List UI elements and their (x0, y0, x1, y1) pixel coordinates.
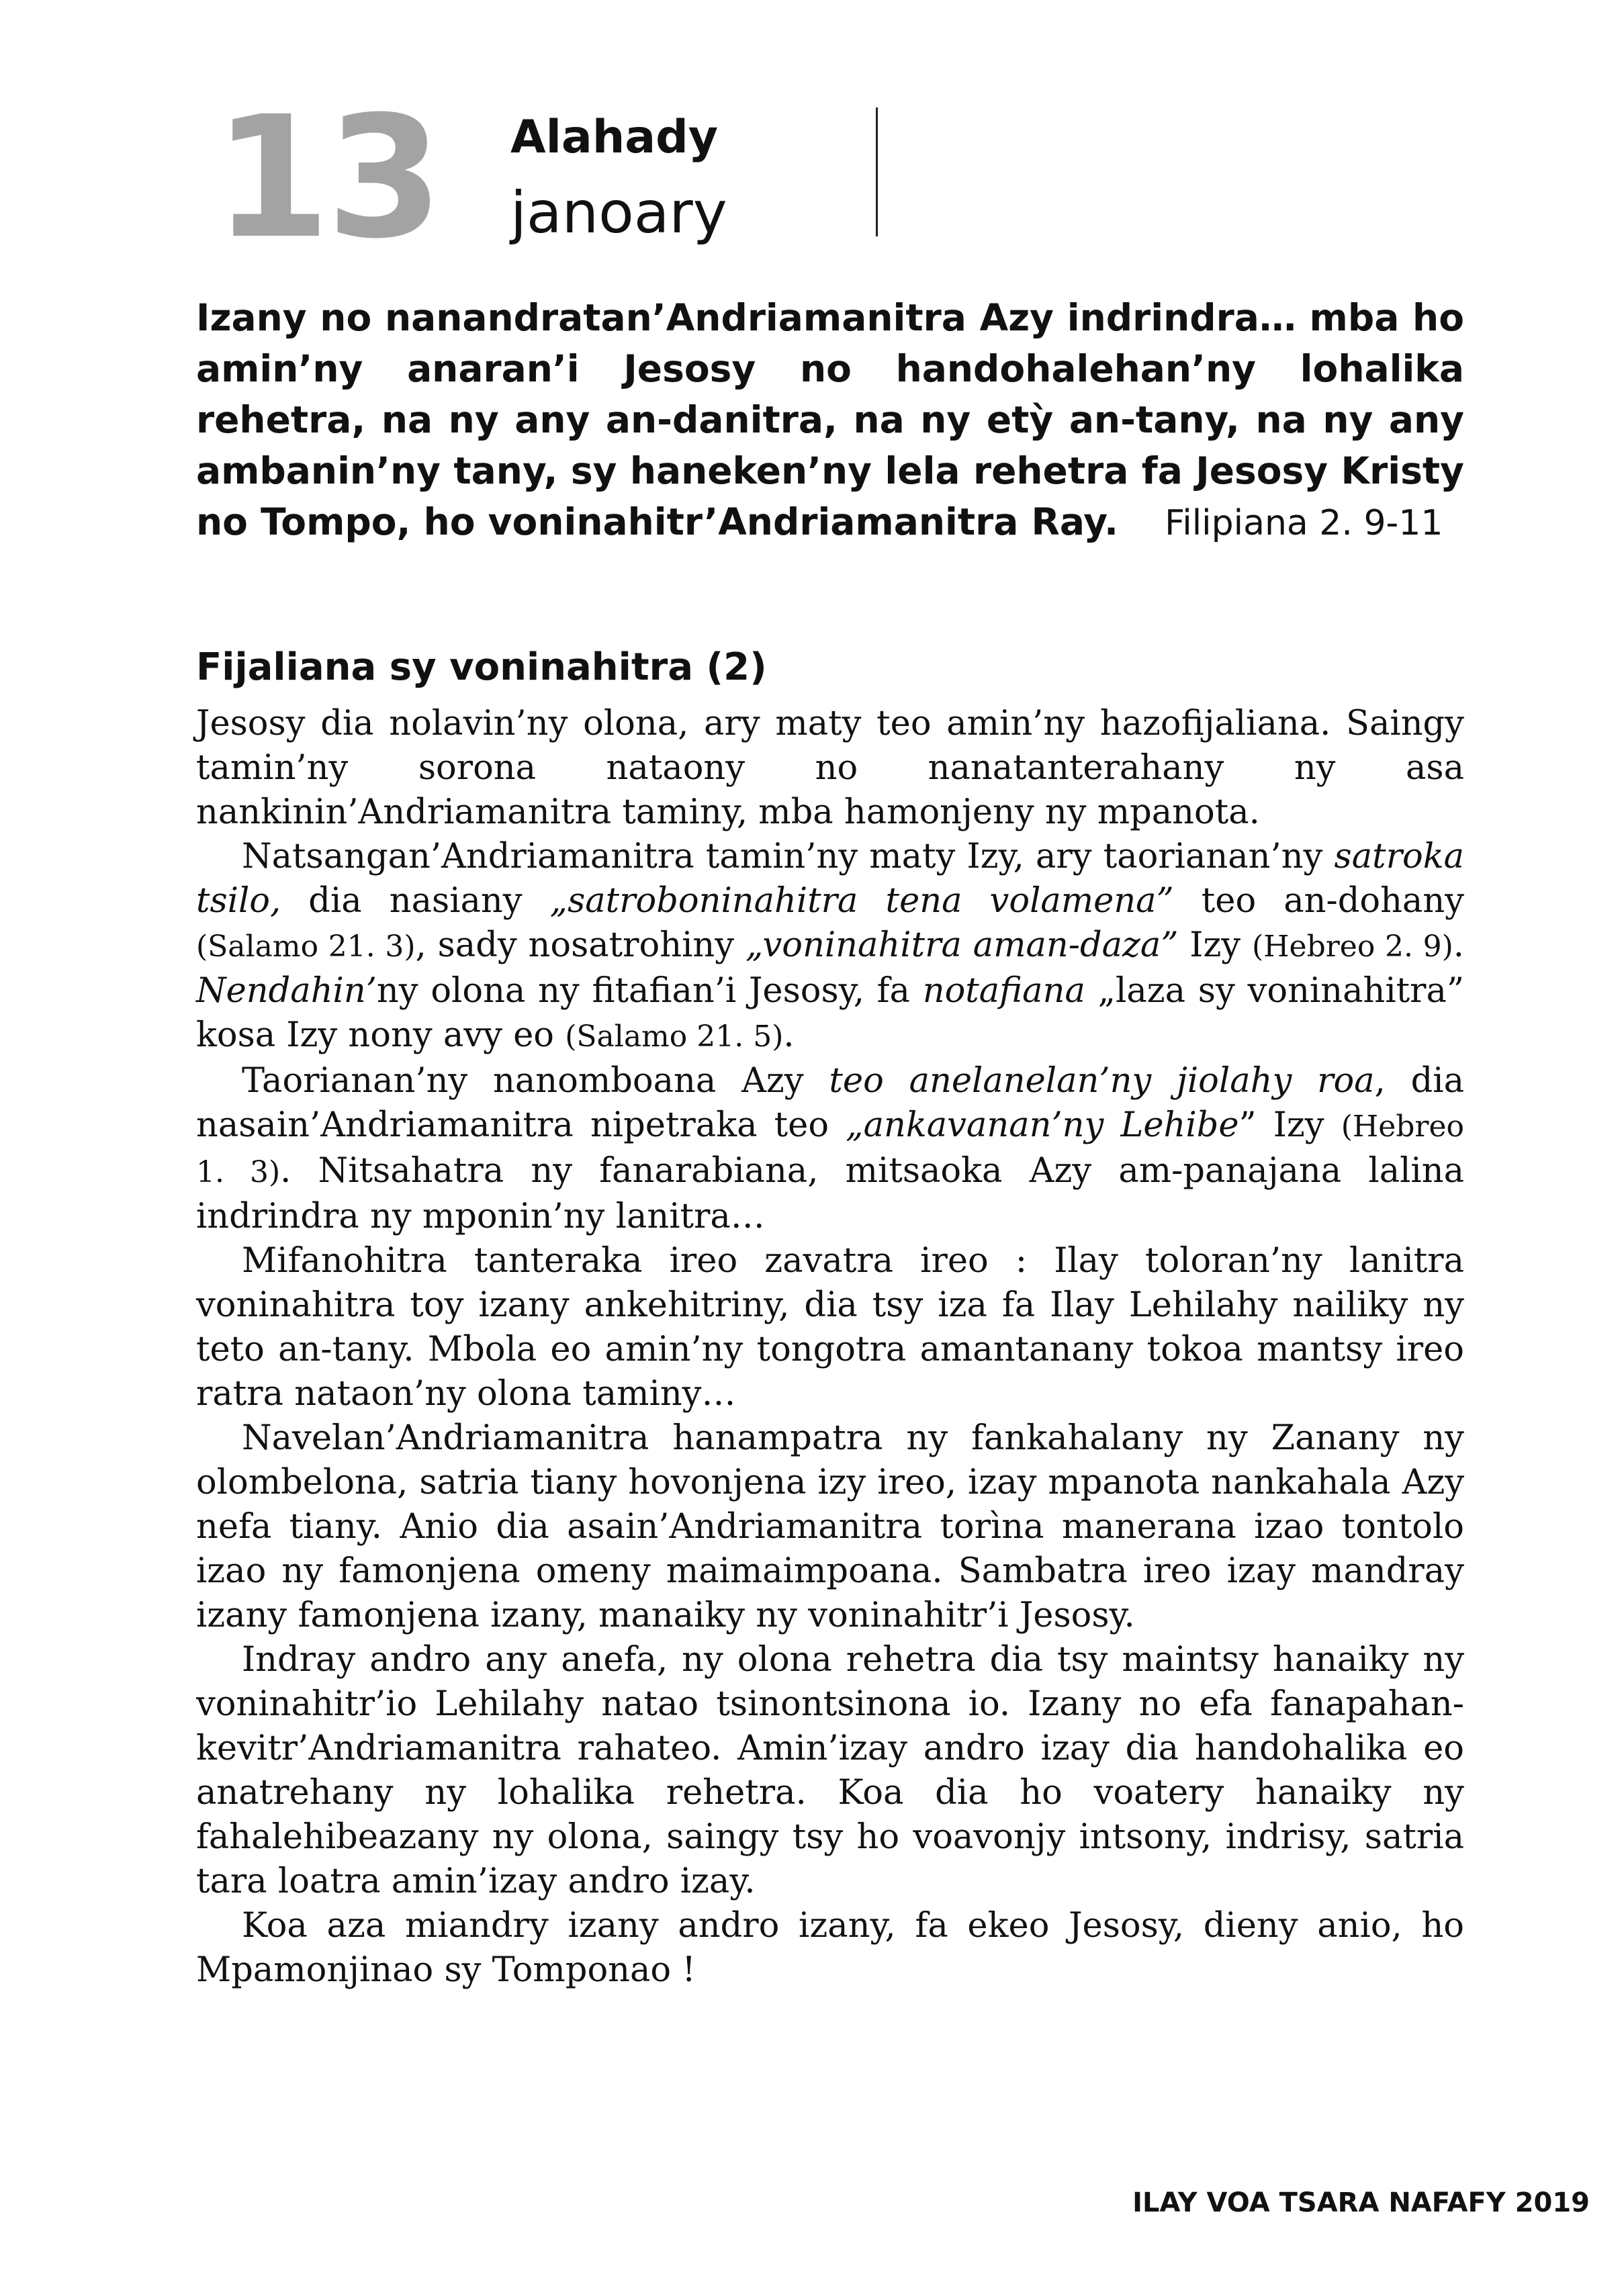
paragraph-2-text: ny olona ny fitafian’i Jesosy, fa (376, 971, 923, 1011)
section-title: Fijaliana sy voninahitra (2) (196, 645, 767, 689)
paragraph-5: Navelan’Andriamanitra hanampatra ny fankahalany ny Zanany ny olombelona, satria tiany hovonjena izy ireo, izay mpanota nankahala Azy nefa tiany. Anio dia asain’Andriamanitra torìna manerana izao tontolo izao ny famonjena omeny maimaimpoana. Sambatra ireo izay mandray izany famonjena izany, manaiky ny voninahitr’i Jesosy. (196, 1418, 1464, 1635)
paragraph-3-text: . Nitsahatra ny fanarabiana, mitsaoka Azy am-panajana lalina indrindra ny mponin’ny lanitra… (196, 1151, 1464, 1236)
paragraph-7: Koa aza miandry izany andro izany, fa ekeo Jesosy, dieny anio, ho Mpamonjinao sy Tomponao ! (196, 1906, 1464, 1990)
paragraph-3 (196, 1059, 1464, 1239)
paragraph-2-emphasis: „satroboninahitra tena volamena” (549, 881, 1174, 921)
paragraph-4: Mifanohitra tanteraka ireo zavatra ireo : Ilay toloran’ny lanitra voninahitra toy izany ankehitriny, dia tsy iza fa Ilay Lehilahy nailiky ny teto an-tany. Mbola eo amin’ny tongotra amantanany tokoa mantsy ireo ratra nataon’ny olona taminy… (196, 1241, 1464, 1414)
paragraph-2-emphasis: „voninahitra aman-daza” (745, 925, 1179, 965)
publication-footer: ILAY VOA TSARA NAFAFY 2019 (1132, 2187, 1590, 2218)
paragraph-2-text: Natsangan’Andriamanitra tamin’ny maty Izy, ary taorianan’ny (242, 837, 1335, 876)
paragraph-3-emphasis: teo anelanelan’ny jiolahy roa (829, 1061, 1375, 1101)
day-number: 13 (214, 80, 439, 275)
paragraph-1: Jesosy dia nolavin’ny olona, ary maty teo amin’ny hazofijaliana. Saingy tamin’ny sorona nataony no nanatanterahany ny asa nankinin’Andriamanitra taminy, mba hamonjeny ny mpanota. (196, 704, 1464, 832)
scripture-reference: (Salamo 21. 5) (565, 1019, 784, 1054)
verse-text: Izany no nanandratan’Andriamanitra Azy indrindra… mba ho amin’ny anaran’i Jesosy no handohalehan’ny lohalika rehetra, na ny any an-danitra, na ny etỳ an-tany, na ny any ambanin’ny tany, sy haneken’ny lela rehetra fa Jesosy Kristy no Tompo, ho voninahitr’Andriamanitra Ray. (196, 296, 1464, 543)
weekday-label: Alahady (510, 111, 719, 164)
paragraph-3-text: , dia nasain’Andriamanitra nipetraka teo (196, 1061, 1464, 1145)
scripture-reference: (Hebreo 2. 9) (1252, 929, 1453, 964)
verse-reference: Filipiana 2. 9-11 (1165, 503, 1443, 543)
paragraph-2-text: . (783, 1015, 795, 1055)
paragraph-2-text: . (1453, 925, 1465, 965)
daily-verse (196, 292, 1464, 549)
paragraph-6: Indray andro any anefa, ny olona rehetra dia tsy maintsy hanaiky ny voninahitr’io Lehilahy natao tsinontsinona io. Izany no efa fanapahan-kevitr’Andriamanitra rahateo. Amin’izay andro izay dia handohalika eo anatrehany ny lohalika rehetra. Koa dia ho voatery hanaiky ny fahalehibeazany ny olona, saingy tsy ho voavonjy intsony, indrisy, satria tara loatra amin’izay andro izay. (196, 1640, 1464, 1901)
paragraph-2-text: , sady nosatrohiny (415, 925, 746, 965)
paragraph-2-text: teo an-dohany (1173, 881, 1464, 921)
devotional-body (196, 702, 1464, 1993)
paragraph-2-text: Izy (1178, 925, 1253, 965)
scripture-reference: (Salamo 21. 3) (196, 929, 416, 964)
paragraph-3-emphasis: „ankavanan’ny Lehibe (846, 1105, 1239, 1145)
paragraph-2-emphasis: satroka tsilo, (196, 837, 1464, 921)
paragraph-2 (196, 835, 1464, 1059)
paragraph-2-emphasis: notafiana (922, 971, 1085, 1011)
paragraph-3-text: Taorianan’ny nanomboana Azy (242, 1061, 829, 1101)
scripture-reference: (Hebreo 1. 3) (196, 1109, 1464, 1189)
month-label: janoary (510, 179, 727, 246)
paragraph-2-text: „laza sy voninahitra” kosa Izy nony avy eo (196, 971, 1464, 1055)
paragraph-2-text: dia nasiany (281, 881, 550, 921)
paragraph-2-emphasis: Nendahin’ (196, 971, 377, 1011)
header-divider (876, 107, 878, 236)
paragraph-3-text: ” Izy (1238, 1105, 1341, 1145)
